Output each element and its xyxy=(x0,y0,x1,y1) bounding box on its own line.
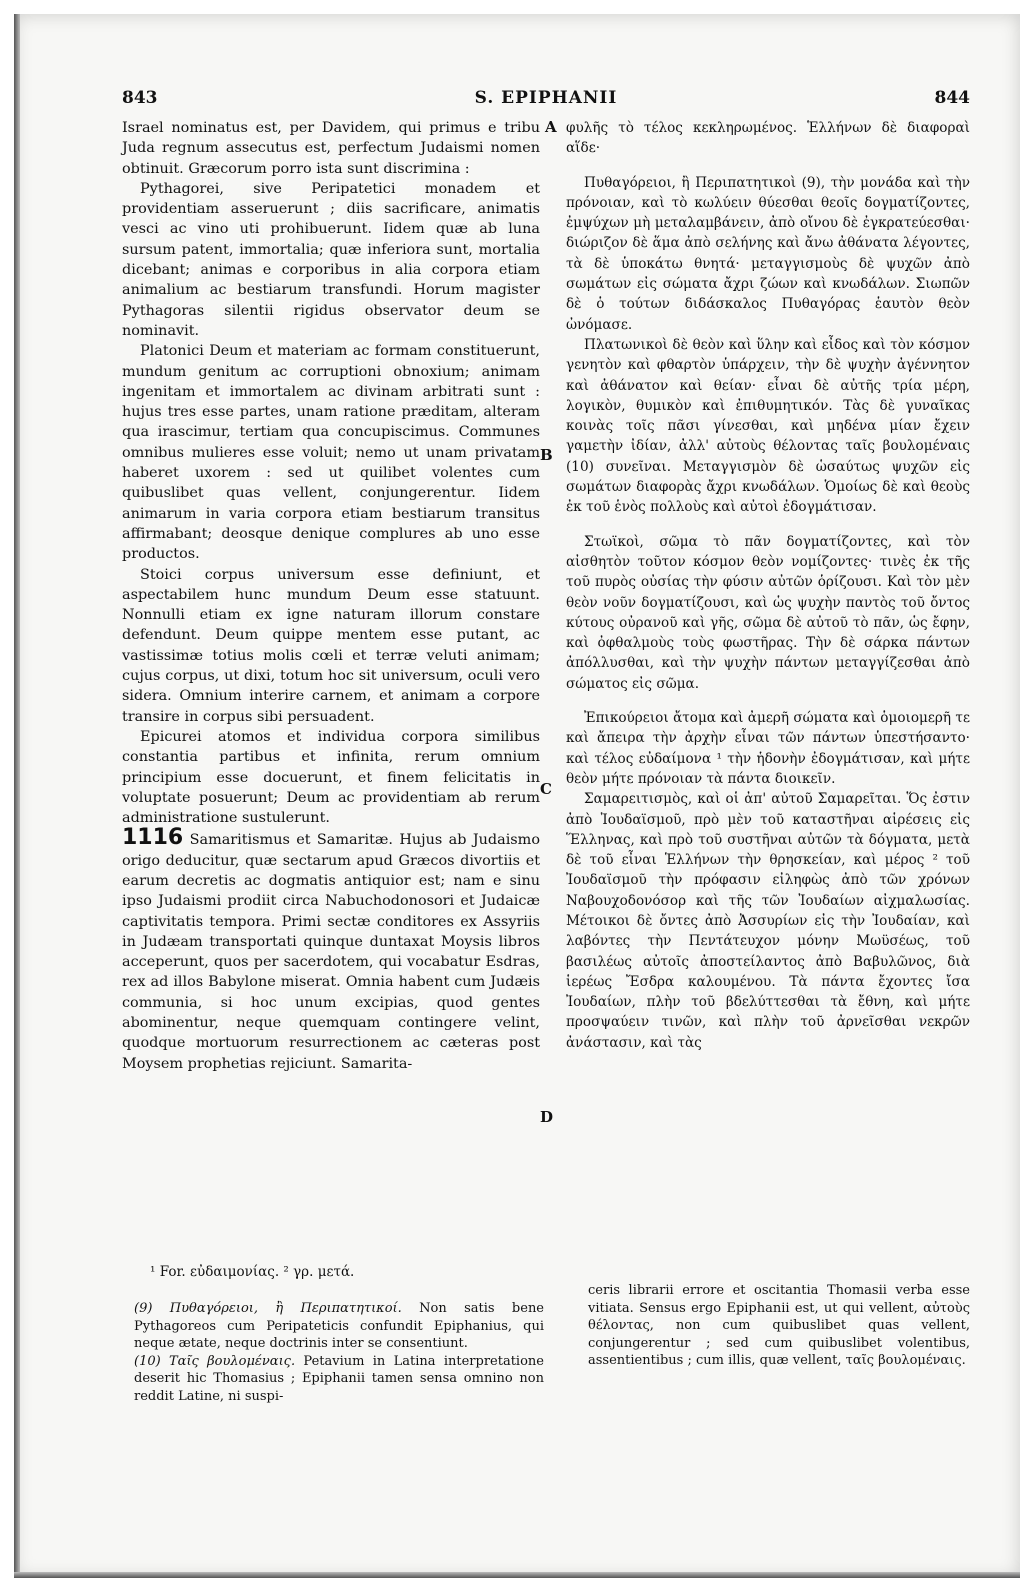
latin-paragraph: Platonici Deum et materiam ac formam constituerunt, mundum genitum ac corruptioni obnoxium; animam ingenitam et immortalem ac divinam arbitrati sunt : hujus tres esse partes, unam ratione præditam, alteram qua irascimur, tertiam qua concupiscimus. Communes omnibus mulieres esse voluit; nemo ut unam privatam haberet uxorem : sed ut quilibet volentes cum quibuslibet quas vellent, conjungerentur. Iidem animarum in varia corpora etiam bestiarum transitus affirmabant; deosque denique complures ab uno esse productos. xyxy=(122,343,540,563)
note-9-text: Non satis bene Pythagoreos cum Peripateticis confundit Epiphanius, qui neque ætate, neque doctrinis inter se consentiunt. xyxy=(134,1301,545,1351)
latin-paragraph: Stoici corpus universum esse definiunt, et aspectabilem hunc mundum Deum esse statuunt. Nonnulli etiam ex igne naturam illorum constare defendunt. Deum quippe mentem esse putant, ac vastissimæ totius molis cœli et terræ veluti animam; cujus corpus, ut dixi, totum hoc sit universum, oculi vero sidera. Omnium interire carnem, et animam a corpore transire in corpus sibi persuadent. xyxy=(122,566,540,725)
latin-paragraph-text: Samaritismus et Samaritæ. Hujus ab Judaismo origo deducitur, quæ sectarum apud Græcos divortiis et earum decretis ac dogmatis antiquior est; nam e sinu ipso Judaismi prodiit circa Nabuchodonosori et Judaicæ captivitatis tempora. Primi sectæ conditores ex Assyriis in Judæam transportati quinque duntaxat Moysis libros acceperunt, quos per sacerdotem, qui vocabatur Esdras, rex ad illos Babylone miserat. Omnia habent cum Judæis communia, si hoc unum excipias, quod gentes abominentur, neque quemquam contingere velint, quodque mortuorum resurrectionem ac cæteras post Moysem prophetias rejiciunt. Samarita- xyxy=(122,832,540,1072)
latin-paragraph: Pythagorei, sive Peripatetici monadem et providentiam asseruerunt ; diis sacrificare, animatis vesci ac vino uti prohibuerunt. Iidem quæ ab luna sursum patent, immortalia; quæ inferiora sunt, mortalia dicebant; animas e corporibus in alia corpora etiam animalium ac bestiarum transfundi. Horum magister Pythagoras silentii rigidus observator deum se nominavit. xyxy=(122,180,540,339)
running-header xyxy=(122,88,970,110)
page-title: S. EPIPHANII xyxy=(474,88,618,108)
page-edge-shadow-bottom xyxy=(14,1572,1020,1578)
greek-paragraph: φυλῆς τὸ τέλος κεκληρωμένος. Ἑλλήνων δὲ διαφοραὶ αἵδε· xyxy=(566,120,970,157)
notes-right-column xyxy=(588,1282,970,1370)
footnote-variants: ¹ For. εὐδαιμονίας. ² γρ. μετά. xyxy=(150,1264,355,1280)
note-10-label: (10) Ταῖς βουλομέναις. xyxy=(134,1353,296,1369)
greek-paragraph: Σαμαρειτισμὸς, καὶ οἱ ἀπ' αὐτοῦ Σαμαρεῖται. Ὅς ἐστιν ἀπὸ Ἰουδαϊσμοῦ, πρὸ μὲν τοῦ καταστῆναι αἱρέσεις εἰς Ἕλληνας, καὶ πρὸ τοῦ συστῆναι αὐτῶν τὰ δόγματα, μετὰ δὲ τοῦ εἶναι Ἑλλήνων τὴν θρησκείαν, καὶ μέρος ² τοῦ Ἰουδαϊσμοῦ τὴν πρόφασιν εἰληφὼς ἀπὸ τῶν χρόνων Ναβουχοδονόσορ καὶ τῆς τῶν Ἰουδαίων αἰχμαλωσίας. Μέτοικοι δὲ ὄντες ἀπὸ Ἀσσυρίων εἰς τὴν Ἰουδαίαν, καὶ λαβόντες τὴν Πεντάτευχον μόνην Μωϋσέως, τοῦ βασιλέως αὐτοῖς ἀποστείλαντος ἀπὸ Βαβυλῶνος, διὰ ἱερέως Ἔσδρα καλουμένου. Τὰ πάντα ἔχοντες ἴσα Ἰουδαίων, πλὴν τοῦ βδελύττεσθαι τὰ ἔθνη, καὶ μήτε προσψαύειν τινῶν, καὶ πλὴν τοῦ ἀρνεῖσθαι νεκρῶν ἀνάστασιν, καὶ τὰς xyxy=(566,791,970,1051)
right-page-number: 844 xyxy=(934,88,970,108)
greek-paragraph: Πλατωνικοὶ δὲ θεὸν καὶ ὕλην καὶ εἶδος καὶ τὸν κόσμον γενητὸν καὶ φθαρτὸν ὑπάρχειν, τὴν δὲ ψυχὴν ἀγέννητον καὶ ἀθάνατον καὶ θείαν· εἶναι δὲ αὐτῆς τρία μέρη, λογικὸν, θυμικὸν καὶ ἐπιθυμητικόν. Τὰς δὲ γυναῖκας κοινὰς τοῖς πᾶσι γίνεσθαι, καὶ μηδένα μίαν ἔχειν γαμετὴν ἰδίαν, ἀλλ' αὐτοὺς θέλοντας ταῖς βουλομέναις (10) συνεῖναι. Μεταγγισμὸν δὲ ὡσαύτως ψυχῶν εἰς σωμάτων διαφορὰς ἄχρι κνωδάλων. Ὁμοίως δὲ καὶ θεοὺς ἐκ τοῦ ἑνὸς πολλοὺς καὶ αὐτοὶ ἐδογμάτισαν. xyxy=(566,336,970,516)
note-continuation: ceris librarii errore et oscitantia Thomasii verba esse vitiata. Sensus ergo Epiphanii est, ut qui vellent, αὐτοὺς θέλοντας, non cum quibuslibet quas vellent, conjungerentur ; sed cum quibuslibet volentibus, assentientibus ; cum illis, quæ vellent, ταῖς βουλομέναις. xyxy=(588,1283,970,1368)
latin-paragraph xyxy=(122,825,540,1074)
section-number: 1116 xyxy=(122,825,184,851)
margin-marker-c: C xyxy=(540,780,552,798)
greek-paragraph: Ἐπικούρειοι ἄτομα καὶ ἀμερῆ σώματα καὶ ὁμοιομερῆ τε καὶ ἄπειρα τὴν ἀρχὴν εἶναι τῶν πάντων ὑπεστήσαντο· καὶ τέλος εὐδαίμονα ¹ τὴν ἡδονὴν ἐδογμάτισαν, καὶ μήτε θεὸν μήτε πρόνοιαν τὰ πάντα διοικεῖν. xyxy=(566,710,970,787)
page-edge-shadow xyxy=(14,14,20,1578)
latin-paragraph: Israel nominatus est, per Davidem, qui primus e tribu Juda regnum assecutus est, perfectum Judaismi nomen obtinuit. Græcorum porro ista sunt discrimina : xyxy=(122,120,540,177)
notes-left-column xyxy=(134,1300,544,1405)
greek-paragraph: Στωϊκοὶ, σῶμα τὸ πᾶν δογματίζοντες, καὶ τὸν αἰσθητὸν τοῦτον κόσμον θεὸν νομίζοντες· τινὲς ἐκ τῆς τοῦ πυρὸς οὐσίας τὴν φύσιν αὐτῶν ὁρίζουσι. Καὶ τὸν μὲν θεὸν νοῦν δογματίζουσι, καὶ ὡς ψυχὴν παντὸς τοῦ ὄντος κύτους οὐρανοῦ καὶ γῆς, σῶμα δὲ αὐτοῦ τὸ πᾶν, ὡς ἔφην, καὶ ὀφθαλμοὺς τοὺς φωστῆρας. Τὴν δὲ σάρκα πάντων ἀπόλλυσθαι, καὶ τὴν ψυχὴν πάντων μεταγγίζεσθαι ἀπὸ σώματος εἰς σῶμα. xyxy=(566,533,970,692)
margin-marker-a: A xyxy=(545,118,557,136)
margin-marker-b: B xyxy=(540,446,553,464)
greek-paragraph: Πυθαγόρειοι, ἢ Περιπατητικοὶ (9), τὴν μονάδα καὶ τὴν πρόνοιαν, καὶ τὸ κωλύειν θύεσθαι θεοῖς δογματίζοντες, ἐμψύχων μὴ μεταλαμβάνειν, ἀπὸ οἴνου δὲ ἐγκρατεύεσθαι· διώριζον δὲ ἅμα ἀπὸ σελήνης καὶ ἄνω ἀθάνατα λέγοντες, τὰ δὲ ὑποκάτω θνητά· μεταγγισμοὺς δὲ ψυχῶν ἀπὸ σωμάτων εἰς σώματα ἄχρι ζώων καὶ κνωδάλων. Σιωπῶν δὲ ὁ τούτων διδάσκαλος Πυθαγόρας ἑαυτὸν θεὸν ὠνόμασε. xyxy=(566,174,970,333)
note-10 xyxy=(134,1353,544,1406)
note-10-text: Petavium in Latina interpretatione deserit hic Thomasius ; Epiphanii tamen sensa omnino non reddit Latine, ni suspi- xyxy=(134,1353,544,1404)
latin-column xyxy=(122,118,540,1074)
margin-marker-d: D xyxy=(540,1108,554,1126)
note-9-label: (9) Πυθαγόρειοι, ἢ Περιπατητικοί. xyxy=(134,1301,402,1316)
greek-column xyxy=(566,118,970,1053)
left-page-number: 843 xyxy=(122,88,158,108)
note-9 xyxy=(134,1300,544,1353)
latin-paragraph: Epicurei atomos et individua corpora similibus constantia partibus et infinita, rerum omnium principium esse docuerunt, et finem felicitatis in voluptate posuerunt; Deum ac providentiam ab rerum administratione sustulerunt. xyxy=(122,728,540,827)
